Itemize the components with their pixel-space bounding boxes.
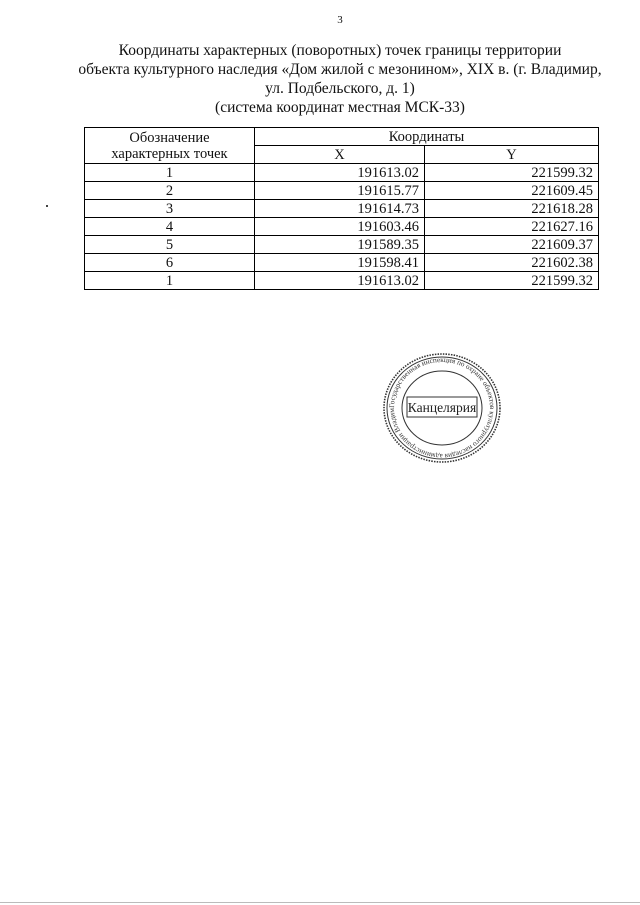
y-cell: 221609.45 <box>425 182 599 200</box>
header-x: X <box>255 146 425 164</box>
y-cell: 221599.32 <box>425 272 599 290</box>
document-title <box>60 41 620 117</box>
y-cell: 221618.28 <box>425 200 599 218</box>
x-cell: 191614.73 <box>255 200 425 218</box>
x-cell: 191603.46 <box>255 218 425 236</box>
official-stamp <box>380 352 504 464</box>
table-row <box>85 272 599 290</box>
table-row <box>85 236 599 254</box>
title-line-4: (система координат местная МСК-33) <box>215 99 465 116</box>
y-cell: 221602.38 <box>425 254 599 272</box>
page-number: 3 <box>337 14 343 26</box>
y-cell: 221609.37 <box>425 236 599 254</box>
table-row <box>85 164 599 182</box>
coordinates-table <box>84 127 599 290</box>
x-cell: 191615.77 <box>255 182 425 200</box>
y-cell: 221627.16 <box>425 218 599 236</box>
title-line-2: объекта культурного наследия «Дом жилой с мезонином», XIX в. (г. Владимир, <box>78 61 602 78</box>
title-line-1: Координаты характерных (поворотных) точек границы территории <box>118 42 562 59</box>
x-cell: 191589.35 <box>255 236 425 254</box>
table-row <box>85 218 599 236</box>
page-edge-line <box>0 902 640 903</box>
point-cell: 2 <box>85 182 255 200</box>
x-cell: 191613.02 <box>255 164 425 182</box>
header-point-label: Обозначение характерных точек <box>85 128 255 164</box>
point-cell: 1 <box>85 272 255 290</box>
point-cell: 1 <box>85 164 255 182</box>
title-line-3: ул. Подбельского, д. 1) <box>265 80 415 97</box>
y-cell: 221599.32 <box>425 164 599 182</box>
point-cell: 6 <box>85 254 255 272</box>
header-coordinates: Координаты <box>255 128 599 146</box>
x-cell: 191598.41 <box>255 254 425 272</box>
table-row <box>85 182 599 200</box>
point-cell: 4 <box>85 218 255 236</box>
stamp-center-text: Канцелярия <box>407 400 477 415</box>
header-y: Y <box>425 146 599 164</box>
table-row <box>85 254 599 272</box>
x-cell: 191613.02 <box>255 272 425 290</box>
point-cell: 3 <box>85 200 255 218</box>
table-row <box>85 200 599 218</box>
point-cell: 5 <box>85 236 255 254</box>
margin-mark <box>46 205 48 207</box>
stamp-ring-text: Государственная инспекция по охране объектов культурного наследия администрации Владим <box>386 354 498 462</box>
